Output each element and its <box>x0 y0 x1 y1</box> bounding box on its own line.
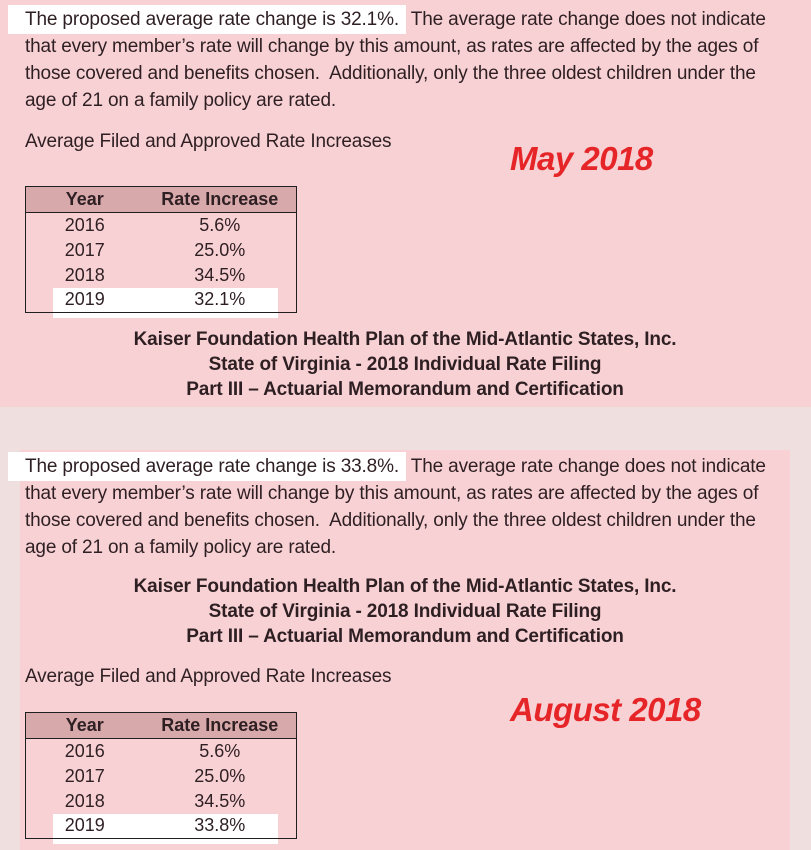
table-header-row <box>26 713 297 739</box>
rate-cell: 34.5% <box>194 264 246 285</box>
highlighted-sentence-may: The proposed average rate change is 32.1%. <box>8 5 406 34</box>
document-heading-may <box>25 327 785 402</box>
table-caption-august: Average Filed and Approved Rate Increases <box>25 666 392 687</box>
table-row <box>26 739 297 764</box>
rate-column-header: Rate Increase <box>144 713 297 739</box>
rate-table-august <box>25 712 296 839</box>
rate-increase-table-may <box>25 186 297 313</box>
rate-cell: 33.8% <box>194 815 246 836</box>
section-may <box>0 0 811 407</box>
year-cell: 2017 <box>64 765 105 786</box>
heading-line-filing: State of Virginia - 2018 Individual Rate Filing <box>208 354 602 375</box>
table-header-row <box>26 187 297 213</box>
heading-line-company: Kaiser Foundation Health Plan of the Mid-Atlantic States, Inc. <box>133 329 677 350</box>
heading-line-filing: State of Virginia - 2018 Individual Rate Filing <box>208 601 602 622</box>
year-cell: 2019 <box>64 289 105 310</box>
table-row <box>26 213 297 238</box>
rate-column-header: Rate Increase <box>144 187 297 213</box>
year-cell: 2018 <box>64 790 105 811</box>
year-cell: 2016 <box>64 740 105 761</box>
year-column-header: Year <box>26 713 144 739</box>
heading-line-part: Part III – Actuarial Memorandum and Certification <box>186 626 624 647</box>
document-heading-august <box>25 574 785 649</box>
year-cell: 2019 <box>64 815 105 836</box>
heading-line-company: Kaiser Foundation Health Plan of the Mid-Atlantic States, Inc. <box>133 576 677 597</box>
highlighted-sentence-august: The proposed average rate change is 33.8%. <box>8 452 406 481</box>
year-cell: 2017 <box>64 239 105 260</box>
rate-cell: 34.5% <box>194 790 246 811</box>
rate-cell: 5.6% <box>199 214 241 235</box>
year-cell: 2018 <box>64 264 105 285</box>
rate-cell: 25.0% <box>194 765 246 786</box>
table-row <box>26 789 297 814</box>
table-row <box>26 238 297 263</box>
paragraph-may <box>25 6 789 114</box>
rate-cell: 25.0% <box>194 239 246 260</box>
paragraph-rest-may: The average rate change does not indicate that every member’s rate will change by this amount, as rates are affected by the ages of those covered and benefits chosen. Additionally, only the three oldest children under the age of 21 on a family policy are rated. <box>25 9 771 111</box>
section-august <box>0 407 811 850</box>
year-cell: 2016 <box>64 214 105 235</box>
paragraph-august <box>25 453 789 561</box>
year-column-header: Year <box>26 187 144 213</box>
rate-increase-table-august <box>25 712 297 839</box>
rate-cell: 32.1% <box>194 289 246 310</box>
heading-line-part: Part III – Actuarial Memorandum and Certification <box>186 379 624 400</box>
rate-table-may <box>25 186 296 313</box>
table-row-highlighted <box>26 288 297 313</box>
table-caption-may: Average Filed and Approved Rate Increases <box>25 131 392 152</box>
paragraph-rest-august: The average rate change does not indicate that every member’s rate will change by this amount, as rates are affected by the ages of those covered and benefits chosen. Additionally, only the three oldest children under the age of 21 on a family policy are rated. <box>25 456 771 558</box>
rate-cell: 5.6% <box>199 740 241 761</box>
table-row <box>26 764 297 789</box>
date-annotation-august: August 2018 <box>510 691 701 728</box>
table-row <box>26 263 297 288</box>
date-annotation-may: May 2018 <box>510 140 653 177</box>
table-row-highlighted <box>26 814 297 839</box>
